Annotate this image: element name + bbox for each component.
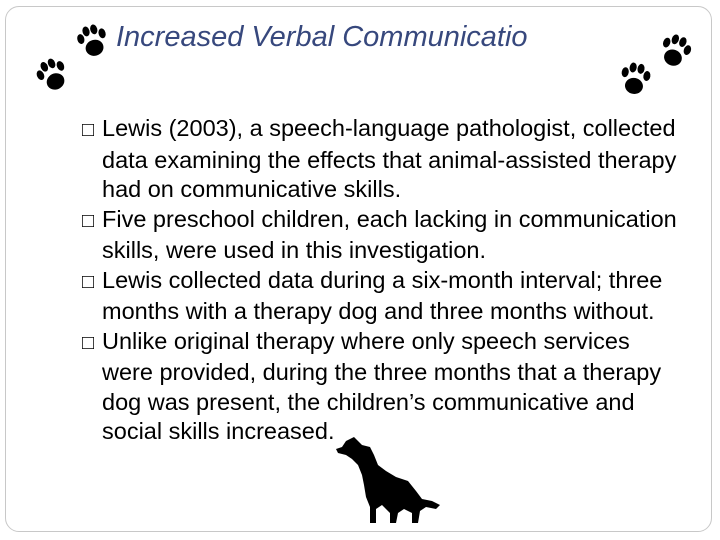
bullet-marker: □ — [82, 119, 95, 141]
paw-print-icon — [658, 32, 692, 72]
bullet-text: Lewis collected data during a six-month interval; three months with a therapy dog and three months without. — [102, 266, 663, 324]
bullet-item — [82, 114, 682, 205]
slide-title: Increased Verbal Communicatio — [116, 21, 528, 53]
bullet-item — [82, 327, 682, 447]
bullet-text: Lewis (2003), a speech-language pathologist, collected data examining the effects that animal-assisted therapy had on communicative skills. — [102, 115, 677, 202]
bullet-marker: □ — [82, 270, 95, 293]
howling-wolf-icon — [332, 435, 442, 525]
bullet-item — [82, 266, 682, 327]
bullet-text: Unlike original therapy where only speech services were provided, during the three months that a therapy dog was present, the children’s communicative and social skills increased. — [102, 327, 662, 444]
bullet-text: Five preschool children, each lacking in communication skills, were used in this investigation. — [102, 205, 677, 263]
bullet-item — [82, 205, 682, 266]
paw-print-icon — [76, 22, 110, 62]
bullet-marker: □ — [82, 209, 95, 232]
paw-print-icon — [618, 60, 652, 100]
bullet-marker: □ — [82, 331, 95, 354]
bullet-list — [82, 114, 682, 447]
paw-print-icon — [36, 56, 70, 96]
